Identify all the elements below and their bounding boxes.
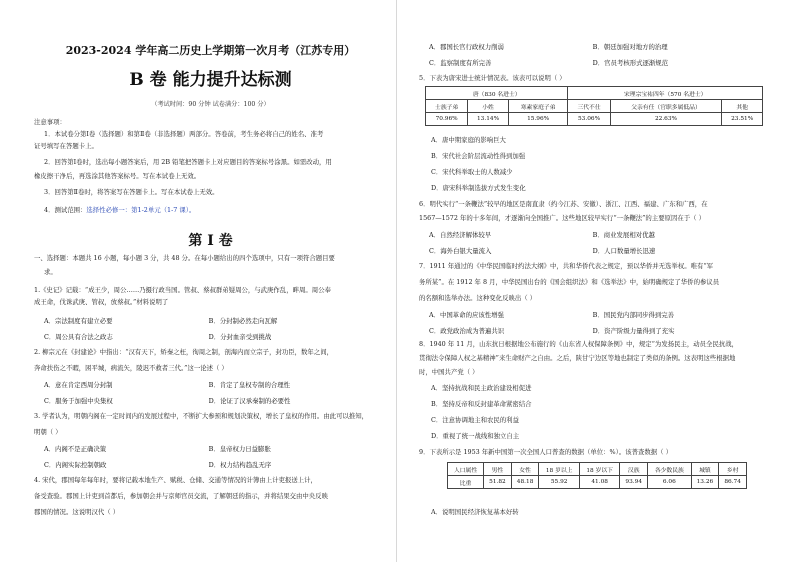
table-header-cell: 男性 <box>484 463 512 476</box>
exam-subtitle: B 卷 能力提升达标测 <box>129 70 292 90</box>
question-line: 4. 宋代，郡国每年每年时，要将记载本地生产、赋税、仓储、交通等情况的计簿由上计吏报送上计， <box>34 476 317 484</box>
options-row <box>429 42 770 51</box>
question-line: 奔命扶伤之不暇，困平城，病流矢，陵迟不救者三代。”这一论述（ ） <box>34 364 228 372</box>
question-line: 1.《史记》记载：“成王少，周公……乃摄行政当国。管叔、蔡叔群弟疑周公，与武庚作乱，畔周。周公奉 <box>34 286 331 294</box>
table-cell: 比重 <box>448 476 484 489</box>
scope-value: 选择性必修一：第1-2单元（1-7 课）。 <box>86 206 196 214</box>
table-cell: 93.94 <box>620 476 648 489</box>
question-line: 3. 学者认为，明朝内阁在一定时间内的发展过程中，不断扩大参预和规划决策权，增长了皇权的作用。由此可以推知， <box>34 412 369 420</box>
table-header-cell: 其他 <box>722 100 763 113</box>
options-row <box>429 310 770 319</box>
exam-title: 2023-2024 学年高二历史上学期第一次月考（江苏专用） <box>65 44 356 57</box>
option[interactable]: A．唐中期家庭的影响巨大 <box>431 136 506 144</box>
table-cell: 86.74 <box>719 476 747 489</box>
option[interactable]: D．官员考核形式逐渐规范 <box>592 59 669 67</box>
options-row <box>44 316 387 325</box>
note-line: 2．回答第Ⅰ卷时，选出每小题答案后，用 2B 铅笔把答题卡上对应题目的答案标号涂黑。如需改动，用 <box>44 158 332 166</box>
table-header-row <box>448 463 747 476</box>
table-cell: 48.18 <box>511 476 539 489</box>
note-line: 证号填写在答题卡上。 <box>34 142 98 150</box>
option[interactable]: D．权力结构趋乱无序 <box>208 461 272 469</box>
table-group-header: 唐（830 名进士） <box>426 87 568 100</box>
table-cell: 13.26 <box>691 476 719 489</box>
exam-meta: （考试时间：90 分钟 试卷满分：100 分） <box>151 101 270 108</box>
question-line: 务所某”。在 1912 年 8 月，中华民国出台的《国会组织法》和《选举法》中，始明确规定了华侨的参议员 <box>419 278 720 286</box>
table-cell: 15.96% <box>508 113 568 126</box>
table-header-cell: 三代不仕 <box>568 100 610 113</box>
option[interactable]: C．宋代科举取士的人数减少 <box>431 168 513 176</box>
table-cell: 23.51% <box>722 113 763 126</box>
question-line: 2. 柳宗元在《封建论》中指出：“汉有天下，矫秦之枉，徇周之制，剖海内而立宗子，封功臣，数年之间， <box>34 348 333 356</box>
question-line: 郡国的情况。这说明汉代（ ） <box>34 508 120 516</box>
option[interactable]: C．政党政治成为普遍共识 <box>429 327 505 335</box>
question-line: 7．1911 年通过的《中华民国临时约法大纲》中，共和华侨代表之规定，预以华侨并无选举权。唯有“军 <box>419 262 714 270</box>
table-row <box>426 113 763 126</box>
question-line: 6．明代实行“一条鞭法”较早的地区是南直隶（约今江苏、安徽）、浙江、江西、福建、广东和广西，在 <box>419 200 708 208</box>
table-header-cell: 小姓 <box>468 100 509 113</box>
option[interactable]: A．郡国长官行政权力削弱 <box>429 43 504 51</box>
option[interactable]: D．重视了统一战线和独立自主 <box>431 432 520 440</box>
table-header-cell: 父亲有任（官职多属低品） <box>610 100 722 113</box>
table-cell: 13.14% <box>468 113 509 126</box>
question-line: 9．下表所示是 1953 年新中国第一次全国人口普查的数据（单位：%）。该普查数据（ ） <box>419 448 672 456</box>
table-row <box>448 476 747 489</box>
q9-table <box>447 462 747 489</box>
options-row <box>44 396 387 405</box>
option[interactable]: A．中国革命的应该性增强 <box>429 311 504 319</box>
scope-prefix: 4．测试范围： <box>44 206 87 214</box>
option[interactable]: D．人口数量增长迅速 <box>592 247 656 255</box>
table-header-cell: 汉族 <box>620 463 648 476</box>
table-cell: 22.63% <box>610 113 722 126</box>
option[interactable]: D．分封血亲受到挑战 <box>208 333 272 341</box>
table-header-cell: 18 岁以下 <box>579 463 619 476</box>
option[interactable]: D．论证了汉承秦制的必要性 <box>208 397 291 405</box>
options-row <box>429 230 770 239</box>
option[interactable]: B．朝廷加强对地方的治理 <box>592 43 668 51</box>
option[interactable]: B．肯定了皇权专制的合理性 <box>208 381 291 389</box>
q5-table <box>425 86 763 126</box>
options-row <box>429 326 770 335</box>
note-scope <box>44 206 387 214</box>
question-line: 明朝（ ） <box>34 428 62 436</box>
table-header-cell: 18 岁以上 <box>539 463 579 476</box>
option[interactable]: C．周公具有合法之政志 <box>44 333 113 341</box>
option[interactable]: B．坚持反帝和反封建革命紧密结合 <box>431 400 532 408</box>
note-line: 橡皮擦干净后，再选涂其他答案标号。写在本试卷上无效。 <box>34 172 201 180</box>
table-cell: 55.92 <box>539 476 579 489</box>
option[interactable]: B．宋代社会阶层流动性得到加强 <box>431 152 526 160</box>
options-row <box>44 332 387 341</box>
question-line: 备受查验。郡国上计吏到首都后，参加朝会并与京师官员交流，了解朝廷的指示，并将结果交由中央反映 <box>34 492 328 500</box>
options-row <box>429 246 770 255</box>
option[interactable]: B．皇帝权力日益膨胀 <box>208 445 271 453</box>
question-line: 1567—1572 年的十多年间，才逐渐向全国推广。这些地区较早实行“一条鞭法”的主要原因在于（ ） <box>419 214 705 222</box>
question-line: 成王命，伐诛武庚、管叔，放蔡叔。”材料说明了 <box>34 298 169 306</box>
question-line: 的名额和选举办法。这种变化反映出（ ） <box>419 294 537 302</box>
option[interactable]: A．说明国民经济恢复基本好转 <box>431 508 519 516</box>
option[interactable]: D．资产阶级力量得到了充实 <box>592 327 675 335</box>
table-cell: 53.06% <box>568 113 610 126</box>
table-cell: 6.06 <box>648 476 692 489</box>
question-line: 5．下表为唐宋进士统计情况表。该表可以说明（ ） <box>419 74 566 82</box>
option[interactable]: A．宗法制度有建立必要 <box>44 317 113 325</box>
option[interactable]: C．内阁实际控制朝政 <box>44 461 107 469</box>
right-page <box>397 0 794 562</box>
option[interactable]: A．自然经济解体较早 <box>429 231 492 239</box>
table-cell: 41.08 <box>579 476 619 489</box>
question-line: 时，中国共产党（ ） <box>419 368 479 376</box>
table-header-cell: 乡村 <box>719 463 747 476</box>
section-instruction: 求。 <box>44 268 57 276</box>
section-instruction: 一、选择题：本题共 16 小题，每小题 3 分，共 48 分。在每小题给出的四个选项中，只有一项符合题目要 <box>34 254 335 262</box>
options-row <box>429 58 770 67</box>
section-heading: 第 Ⅰ 卷 <box>188 233 233 249</box>
option[interactable]: A．坚持抗战和民主政治建设相促进 <box>431 384 532 392</box>
table-header-cell: 士族子弟 <box>426 100 468 113</box>
option[interactable]: B．分封制必然走向瓦解 <box>208 317 278 325</box>
table-header-cell: 女性 <box>511 463 539 476</box>
option[interactable]: B．商业发展相对优越 <box>592 231 655 239</box>
table-group-header: 宋理宗宝祐四年（570 名进士） <box>568 87 763 100</box>
question-line: 8．1940 年 11 月，山东抗日根据地公布施行的《山东省人权保障条例》中，规定“为发扬民主，动员全民抗战， <box>419 340 739 348</box>
table-header-row <box>426 100 763 113</box>
table-header-cell: 城镇 <box>691 463 719 476</box>
table-cell: 70.96% <box>426 113 468 126</box>
option[interactable]: B．国民党内部同步得到完善 <box>592 311 675 319</box>
question-line: 贯彻法令保障人权之基精神”来生命财产之自由。之后，陕甘宁边区等地也制定了类似的条例。这表明这些根据地 <box>419 354 736 362</box>
table-header-cell: 人口属性 <box>448 463 484 476</box>
option[interactable]: A．意在肯定西周分封制 <box>44 381 113 389</box>
table-header-cell: 各少数民族 <box>648 463 692 476</box>
note-line: 1．本试卷分第Ⅰ卷（选择题）和第Ⅱ卷（非选择题）两部分。答卷前，考生务必将自己的姓名、准考 <box>44 130 324 138</box>
option[interactable]: C．注意协调地主和农民的利益 <box>431 416 519 424</box>
options-row <box>44 380 387 389</box>
options-row <box>44 444 387 453</box>
option[interactable]: C．服务于加强中央集权 <box>44 397 113 405</box>
option[interactable]: D．唐宋科举制选拔方式发生变化 <box>431 184 526 192</box>
table-header-cell: 寒素家庭子弟 <box>508 100 568 113</box>
option[interactable]: A．内阁不是正确决策 <box>44 445 107 453</box>
option[interactable]: C．海外白银大量流入 <box>429 247 492 255</box>
option[interactable]: C．监察制度有所完善 <box>429 59 492 67</box>
options-row <box>44 460 387 469</box>
note-line: 3．回答第Ⅱ卷时，将答案写在答题卡上。写在本试卷上无效。 <box>44 188 219 196</box>
table-cell: 51.82 <box>484 476 512 489</box>
notes-label: 注意事项： <box>34 118 66 126</box>
